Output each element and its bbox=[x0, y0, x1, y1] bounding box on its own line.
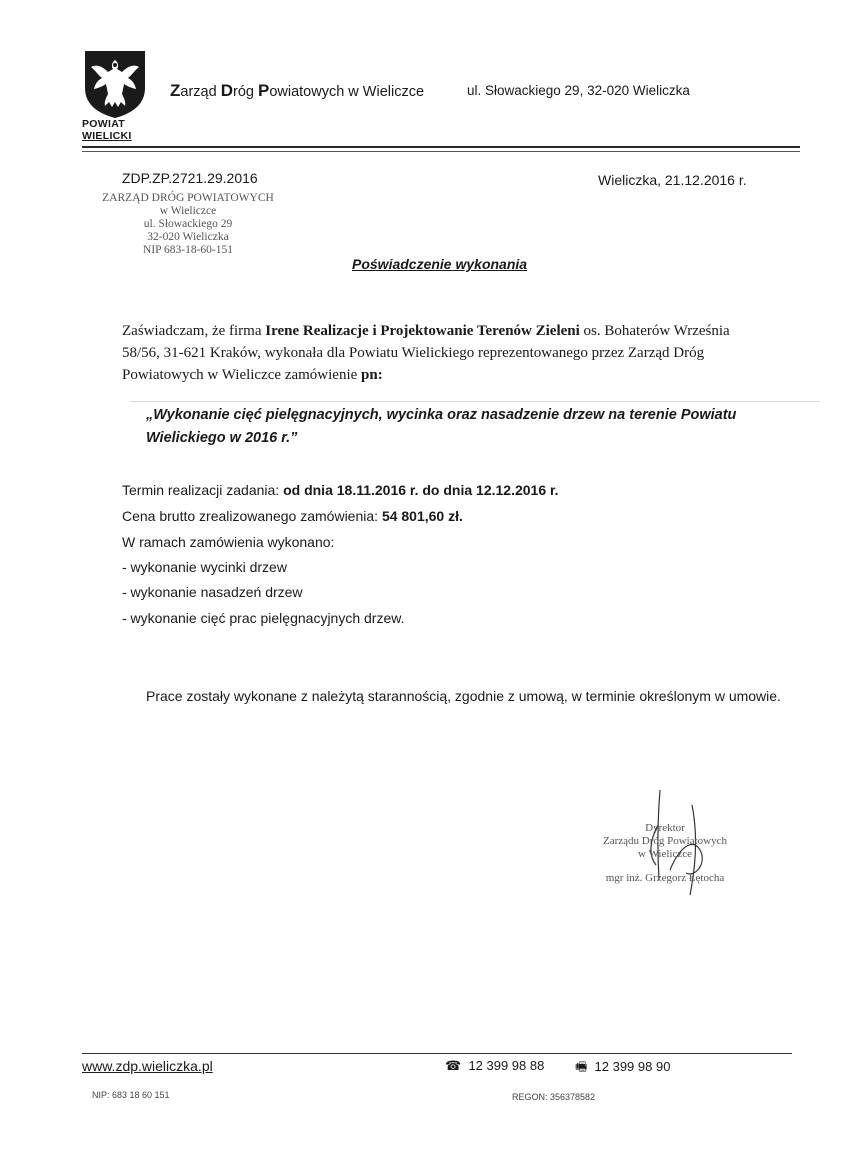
footer-divider bbox=[82, 1053, 792, 1054]
phone-number: 12 399 98 88 bbox=[468, 1058, 545, 1073]
stamp-line: ul. Słowackiego 29 bbox=[143, 218, 233, 230]
gross-price bbox=[122, 508, 463, 524]
title-part: owiatowych w Wieliczce bbox=[269, 84, 425, 100]
scope-item: - wykonanie wycinki drzew bbox=[122, 559, 287, 575]
institution-address: ul. Słowackiego 29, 32-020 Wieliczka bbox=[467, 83, 690, 98]
stamp-line: NIP 683-18-60-151 bbox=[143, 244, 233, 256]
contract-name: „Wykonanie cięć pielęgnacyjnych, wycinka oraz nasadzenie drzew na terenie Powiatu Wielickiego w 2016 r.” bbox=[146, 407, 737, 446]
signature-block bbox=[580, 822, 750, 885]
document-title: Poświadczenie wykonania bbox=[352, 256, 528, 272]
scope-label: W ramach zamówienia wykonano: bbox=[122, 534, 335, 550]
scan-artifact-line bbox=[130, 401, 820, 402]
scope-item: - wykonanie nasadzeń drzew bbox=[122, 584, 303, 600]
company-name: Irene Realizacje i Projektowanie Terenów Zieleni bbox=[265, 323, 580, 339]
signature-line: Zarządu Dróg Powiatowych bbox=[602, 835, 728, 847]
phone-icon: ☎ bbox=[445, 1058, 462, 1073]
logo-caption-line1: POWIAT bbox=[82, 118, 126, 130]
footer-regon: REGON: 356378582 bbox=[512, 1092, 596, 1102]
paragraph-pn: pn: bbox=[361, 367, 383, 383]
gross-price-value: 54 801,60 zł. bbox=[381, 508, 463, 524]
signature-line: Dyrektor bbox=[645, 822, 685, 834]
fax-icon: 🖷 bbox=[575, 1059, 588, 1074]
fax-contact bbox=[575, 1058, 670, 1080]
title-part: róg bbox=[232, 84, 258, 100]
title-initial-p: P bbox=[257, 81, 270, 100]
phone-contact bbox=[445, 1058, 544, 1074]
closing-paragraph: Prace zostały wykonane z należytą starannością, zgodnie z umową, w terminie określonym w umowie. bbox=[146, 688, 781, 704]
title-initial-d: D bbox=[220, 81, 233, 100]
place-date: Wieliczka, 21.12.2016 r. bbox=[598, 172, 747, 188]
stamp-line: w Wieliczce bbox=[159, 205, 217, 217]
header-divider-thick bbox=[82, 146, 800, 148]
institution-name bbox=[170, 81, 424, 101]
logo-caption-line2: WIELICKI bbox=[82, 130, 132, 142]
fax-number: 12 399 98 90 bbox=[594, 1059, 671, 1074]
logo-caption bbox=[82, 118, 152, 142]
certification-paragraph bbox=[122, 320, 762, 386]
scope-item: - wykonanie cięć prac pielęgnacyjnych drzew. bbox=[122, 610, 405, 626]
completion-term-label: Termin realizacji zadania: bbox=[122, 482, 284, 498]
signatory-name: mgr inż. Grzegorz Łętocha bbox=[605, 872, 725, 884]
title-initial-z: Z bbox=[170, 81, 181, 100]
signature-line: w Wieliczce bbox=[637, 848, 693, 860]
paragraph-text: os. Bohaterów Września 58/56, 31-621 Kraków, wykonała dla Powiatu Wielickiego reprezentowanego przez Zarząd Dróg Powiatowych w Wieliczce zamówienie bbox=[122, 323, 730, 383]
reference-number: ZDP.ZP.2721.29.2016 bbox=[122, 170, 258, 186]
title-part: arząd bbox=[180, 84, 221, 100]
coat-of-arms-logo bbox=[82, 48, 148, 120]
institution-stamp bbox=[88, 192, 288, 257]
stamp-line: 32-020 Wieliczka bbox=[147, 231, 229, 243]
footer-nip: NIP: 683 18 60 151 bbox=[92, 1090, 170, 1100]
completion-term-value: od dnia 18.11.2016 r. do dnia 12.12.2016 r. bbox=[283, 482, 559, 498]
header-divider-thin bbox=[82, 151, 800, 152]
paragraph-text: Zaświadczam, że firma bbox=[122, 323, 266, 339]
completion-term bbox=[122, 482, 559, 498]
stamp-line: ZARZĄD DRÓG POWIATOWYCH bbox=[102, 192, 274, 204]
website-link[interactable]: www.zdp.wieliczka.pl bbox=[82, 1058, 213, 1074]
gross-price-label: Cena brutto zrealizowanego zamówienia: bbox=[122, 508, 382, 524]
